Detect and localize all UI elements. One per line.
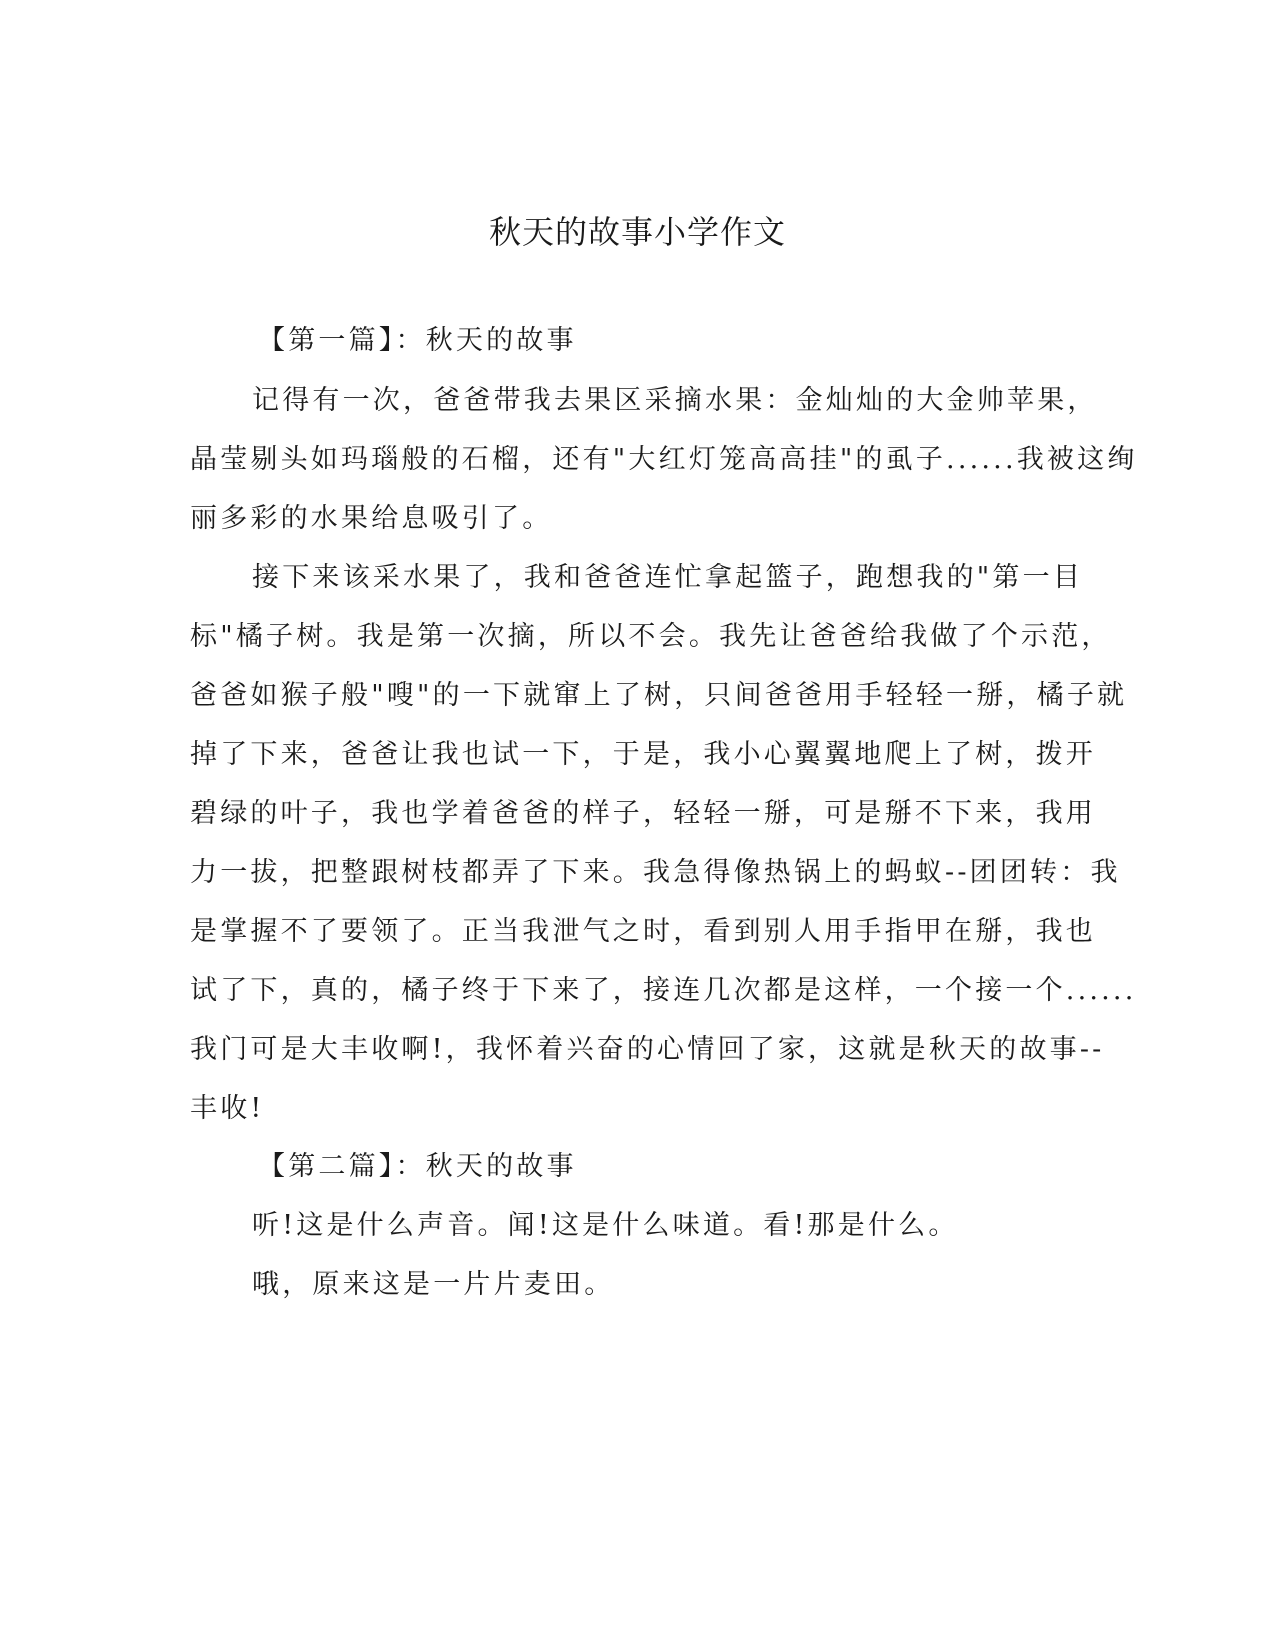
paragraph-line: 试了下，真的，橘子终于下来了，接连几次都是这样，一个接一个......	[190, 975, 1137, 1006]
paragraph-line: 哦，原来这是一片片麦田。	[252, 1269, 615, 1300]
paragraph-line: 爸爸如猴子般"嗖"的一下就窜上了树，只间爸爸用手轻轻一掰，橘子就	[190, 680, 1128, 711]
section-heading: 【第一篇】：秋天的故事	[258, 325, 577, 356]
paragraph-line: 掉了下来，爸爸让我也试一下，于是，我小心翼翼地爬上了树，拨开	[190, 739, 1096, 770]
paragraph-line: 标"橘子树。我是第一次摘，所以不会。我先让爸爸给我做了个示范，	[190, 621, 1112, 652]
paragraph-line: 力一拔，把整跟树枝都弄了下来。我急得像热锅上的蚂蚁--团团转：我	[190, 857, 1121, 888]
section-heading: 【第二篇】：秋天的故事	[258, 1151, 577, 1182]
paragraph-line: 听!这是什么声音。闻!这是什么味道。看!那是什么。	[252, 1210, 959, 1241]
paragraph-line: 记得有一次，爸爸带我去果区采摘水果：金灿灿的大金帅苹果，	[252, 385, 1098, 416]
paragraph-line: 碧绿的叶子，我也学着爸爸的样子，轻轻一掰，可是掰不下来，我用	[190, 798, 1096, 829]
paragraph-line: 我门可是大丰收啊!，我怀着兴奋的心情回了家，这就是秋天的故事--	[190, 1034, 1105, 1065]
document-title: 秋天的故事小学作文	[488, 213, 786, 251]
paragraph-line: 是掌握不了要领了。正当我泄气之时，看到别人用手指甲在掰，我也	[190, 916, 1096, 947]
paragraph-line: 丰收!	[190, 1093, 265, 1124]
paragraph-line: 丽多彩的水果给息吸引了。	[190, 503, 553, 534]
paragraph-line: 晶莹剔头如玛瑙般的石榴，还有"大红灯笼高高挂"的虱子......我被这绚	[190, 444, 1138, 475]
paragraph-line: 接下来该采水果了，我和爸爸连忙拿起篮子，跑想我的"第一目	[252, 562, 1084, 593]
